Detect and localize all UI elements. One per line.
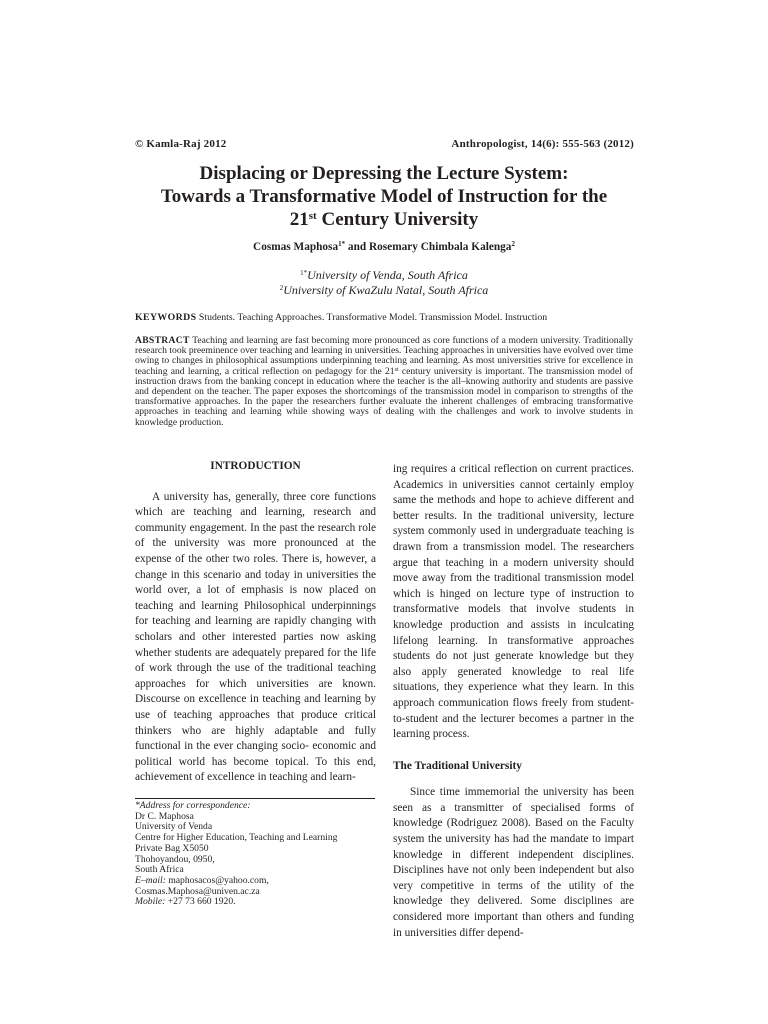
introduction-heading: INTRODUCTION [210,460,301,472]
affiliation-1 [135,268,633,283]
introduction-paragraph-start: A university has, generally, three core functions which are teaching and learning, research and community engagement. In the past the research role of the university was more pronounced at the expense of the other two roles. There is, however, a change in this scenario and today in universities the world over, a lot of emphasis is now placed on teaching and learning Philosophical underpinnings for teaching and learning are rapidly changing with scholars and other interested parties now asking whether students are adequately prepared for the life of work through the use of the traditional teaching approaches for which universities are known. Discourse on excellence in teaching and learning by use of teaching approaches that produce critical thinkers who are highly adaptable and fully functional in the ever changing socio- economic and political world has become topical. To this end, achievement of excellence in teaching and learn- [135,490,376,784]
right-column [393,462,634,941]
title-line-1: Displacing or Depressing the Lecture System: [199,163,569,184]
author-conjunction: and [345,241,369,253]
title-century-number: 21 [289,209,309,230]
author-2: Rosemary Chimbala Kalenga [368,241,512,253]
keywords-text: Students. Teaching Approaches. Transformative Model. Transmission Model. Instruction [196,312,548,323]
footnote-mobile-label: Mobile: [135,896,166,908]
affiliations [135,268,633,298]
affiliation-1-text: University of Venda, South Africa [307,268,468,282]
paper-title [135,162,633,231]
footnote-email-1: maphosacos@yahoo.com, [165,874,269,886]
abstract-block [135,336,633,428]
title-ordinal-suffix: st [308,210,317,222]
affiliation-2-marker: 2 [279,284,284,292]
title-line-3-rest: Century University [316,209,479,230]
footnote-mobile-line [135,897,375,908]
abstract-ordinal-suffix: st [394,366,399,373]
footnote-email-label: E–mail: [135,874,166,886]
traditional-university-heading: The Traditional University [393,759,522,772]
keywords-block [135,312,633,324]
footnote-country: South Africa [135,864,184,876]
keywords-label: KEYWORDS [135,312,197,323]
left-column [135,459,376,786]
footnote-private-bag: Private Bag X5050 [135,842,209,854]
abstract-text-part-2: century university is important. The transmission model of instruction draws from the banking concept in education where the teacher is the all–knowing authority and students are passive and dependent on the teacher. The paper exposes the shortcomings of the transmission model in comparison to strengths of the transformative approaches. In the paper the researchers further evaluate the inherent challenges of embracing transformative approaches in teaching and learning while showing ways of dealing with the challenges and work to involve students in knowledge production. [135,365,633,428]
footnote-divider [135,798,375,799]
correspondence-footnote [135,801,375,908]
title-line-2: Towards a Transformative Model of Instruction for the [160,186,608,207]
affiliation-1-marker: 1* [300,269,308,277]
copyright-line: © Kamla-Raj 2012 [135,138,227,150]
footnote-name: Dr C. Maphosa [135,810,194,822]
footnote-city: Thohoyandou, 0950, [135,853,215,865]
author-1-marker: 1* [338,240,346,248]
footnote-centre: Centre for Higher Education, Teaching and Learning [135,832,338,844]
footnote-mobile: +27 73 660 1920. [165,896,236,908]
traditional-university-paragraph: Since time immemorial the university has been seen as a transmitter of specialised forms of knowledge (Rodriguez 2008). Based on the Faculty system the university has had the mandate to impart knowledge in different independent disciplines. Disciplines have not only been independent but also very competitive in terms of the utility of the knowledge they delivered. Some disciplines are considered more important than others and funding in universities differ depend- [393,786,634,939]
title-line-3 [135,208,633,231]
affiliation-2 [135,283,633,298]
abstract-text-part-1: Teaching and learning are fast becoming more pronounced as core functions of a modern university. Traditionally research took preeminence over teaching and learning in universities. Teaching approaches in universities have evolved over time owing to changes in philosophical assumptions underpinning teaching and learning. As most universities strive for excellence in teaching and learning, a critical reflection on pedagogy for the 21 [135,335,633,377]
affiliation-2-text: University of KwaZulu Natal, South Africa [283,283,489,297]
author-1: Cosmas Maphosa [253,241,339,253]
introduction-paragraph-continued: ing requires a critical reflection on current practices. Academics in universities cannot certainly employ same the methods and hope to achieve different and better results. In the traditional university, lecture system commonly used in undergraduate teaching is drawn from a transmission model. The researchers argue that teaching in a modern university should move away from the traditional transmission model which is hinged on lecture type of instruction to transformative models that involve students in knowledge production and assists in inculcating lifelong learning. In transformative approaches students do not just generate knowledge but they also apply generated knowledge to real life situations, they experience what they learn. In this approach communication flows freely from student-to-student and the lecturer becomes a partner in the learning process. [393,463,634,741]
author-2-marker: 2 [511,240,515,248]
abstract-label: ABSTRACT [135,335,190,346]
footnote-email-2: Cosmas.Maphosa@univen.ac.za [135,885,260,897]
journal-citation: Anthropologist, 14(6): 555-563 (2012) [451,138,634,150]
footnote-label: *Address for correspondence: [135,800,251,811]
author-list [135,241,633,253]
footnote-organization: University of Venda [135,821,213,833]
